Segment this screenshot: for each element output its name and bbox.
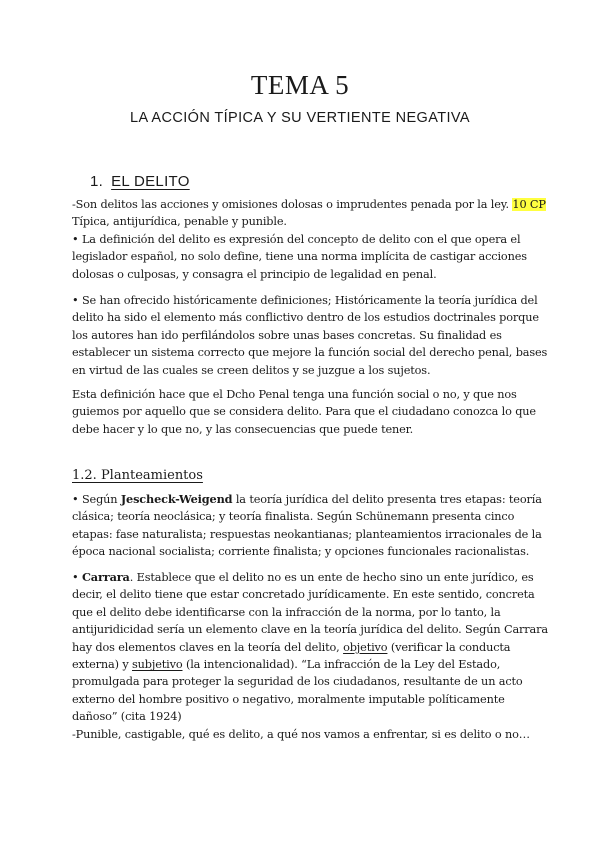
text-line <box>72 656 532 673</box>
text-line: legislador español, no solo define, tiene una norma implícita de castigar acciones <box>72 250 527 264</box>
highlighted-reference: 10 CP <box>512 198 546 211</box>
text-line <box>72 639 532 656</box>
subsection-heading-planteamientos: 1.2. Planteamientos <box>72 468 203 483</box>
text-line: etapas: fase naturalista; respuestas neokantianas; planteamientos irracionales de la <box>72 527 542 541</box>
text-span: (verificar la conducta <box>387 640 511 654</box>
text-line: clásica; teoría neoclásica; y teoría finalista. Según Schünemann presenta cinco <box>72 510 515 524</box>
section-heading-el-delito <box>90 173 190 190</box>
underlined-term: objetivo <box>343 640 388 654</box>
paragraph-jescheck-weigend <box>72 491 542 561</box>
page-subtitle: LA ACCIÓN TÍPICA Y SU VERTIENTE NEGATIVA <box>130 110 470 126</box>
section-title: EL DELITO <box>111 173 190 190</box>
paragraph-historical-definitions <box>72 292 548 379</box>
text-line: externo del hombre positivo o negativo, moralmente imputable políticamente <box>72 692 505 706</box>
text-line: Típica, antijurídica, penable y punible. <box>72 215 287 229</box>
text-span: (la intencionalidad). “La infracción de la Ley del Estado, <box>182 658 501 672</box>
text-line <box>72 569 532 586</box>
text-span: -Son delitos las acciones y omisiones dolosas o imprudentes penada por la ley. <box>72 198 513 211</box>
author-name: Jescheck-Weigend <box>120 492 233 506</box>
text-line: establecer un sistema correcto que mejore la función social del derecho penal, bases <box>72 346 548 360</box>
text-span: . Establece que el delito no es un ente de hecho sino un ente jurídico, es <box>129 571 534 584</box>
text-line: antijuridicidad sería un elemento clave en la teoría jurídica del delito. Según Carrara <box>72 623 548 637</box>
text-line: época nacional socialista; corriente finalista; y opciones funcionales racionalistas. <box>72 545 530 559</box>
text-line: en virtud de las cuales se creen delitos y se juzgue a los sujetos. <box>72 363 431 377</box>
text-line: promulgada para proteger la seguridad de los ciudadanos, resultante de un acto <box>72 675 523 689</box>
paragraph-social-function <box>72 386 536 438</box>
text-line: los autores han ido perfilándolos sobre unas bases concretas. Su finalidad es <box>72 328 502 342</box>
text-span: la teoría jurídica del delito presenta tres etapas: teoría <box>232 493 542 506</box>
section-number: 1. <box>90 173 104 190</box>
text-span: • <box>72 571 82 584</box>
text-line: decir, el delito tiene que estar concretado jurídicamente. En este sentido, concreta <box>72 588 535 602</box>
underlined-term: subjetivo <box>132 658 183 672</box>
paragraph-definition <box>72 196 546 283</box>
text-line: que el delito debe identificarse con la infracción de la norma, por lo tanto, la <box>72 605 501 619</box>
page-title: TEMA 5 <box>250 70 350 100</box>
text-line: delito ha sido el elemento más conflictivo dentro de los estudios doctrinales porque <box>72 311 539 325</box>
text-line: • Se han ofrecido históricamente definiciones; Históricamente la teoría jurídica del <box>72 294 538 307</box>
text-line: dolosas o culposas, y consagra el principio de legalidad en penal. <box>72 267 437 281</box>
text-line: debe hacer y lo que no, y las consecuencias que puede tener. <box>72 422 414 436</box>
text-line <box>72 196 546 213</box>
text-span: externa) y <box>72 658 133 672</box>
text-line: Esta definición hace que el Dcho Penal tenga una función social o no, y que nos <box>72 388 517 401</box>
text-span: hay dos elementos claves en la teoría del delito, <box>72 640 344 654</box>
text-line: -Punible, castigable, qué es delito, a qué nos vamos a enfrentar, si es delito o no… <box>72 727 530 741</box>
author-name: Carrara <box>81 570 130 584</box>
paragraph-carrara <box>72 569 548 743</box>
text-span: • Según <box>72 493 121 506</box>
text-line: dañoso” (cita 1924) <box>72 710 182 724</box>
text-line: guiemos por aquello que se considera delito. Para que el ciudadano conozca lo que <box>72 405 536 419</box>
text-line <box>72 491 542 508</box>
text-line: • La definición del delito es expresión del concepto de delito con el que opera el <box>72 232 521 246</box>
